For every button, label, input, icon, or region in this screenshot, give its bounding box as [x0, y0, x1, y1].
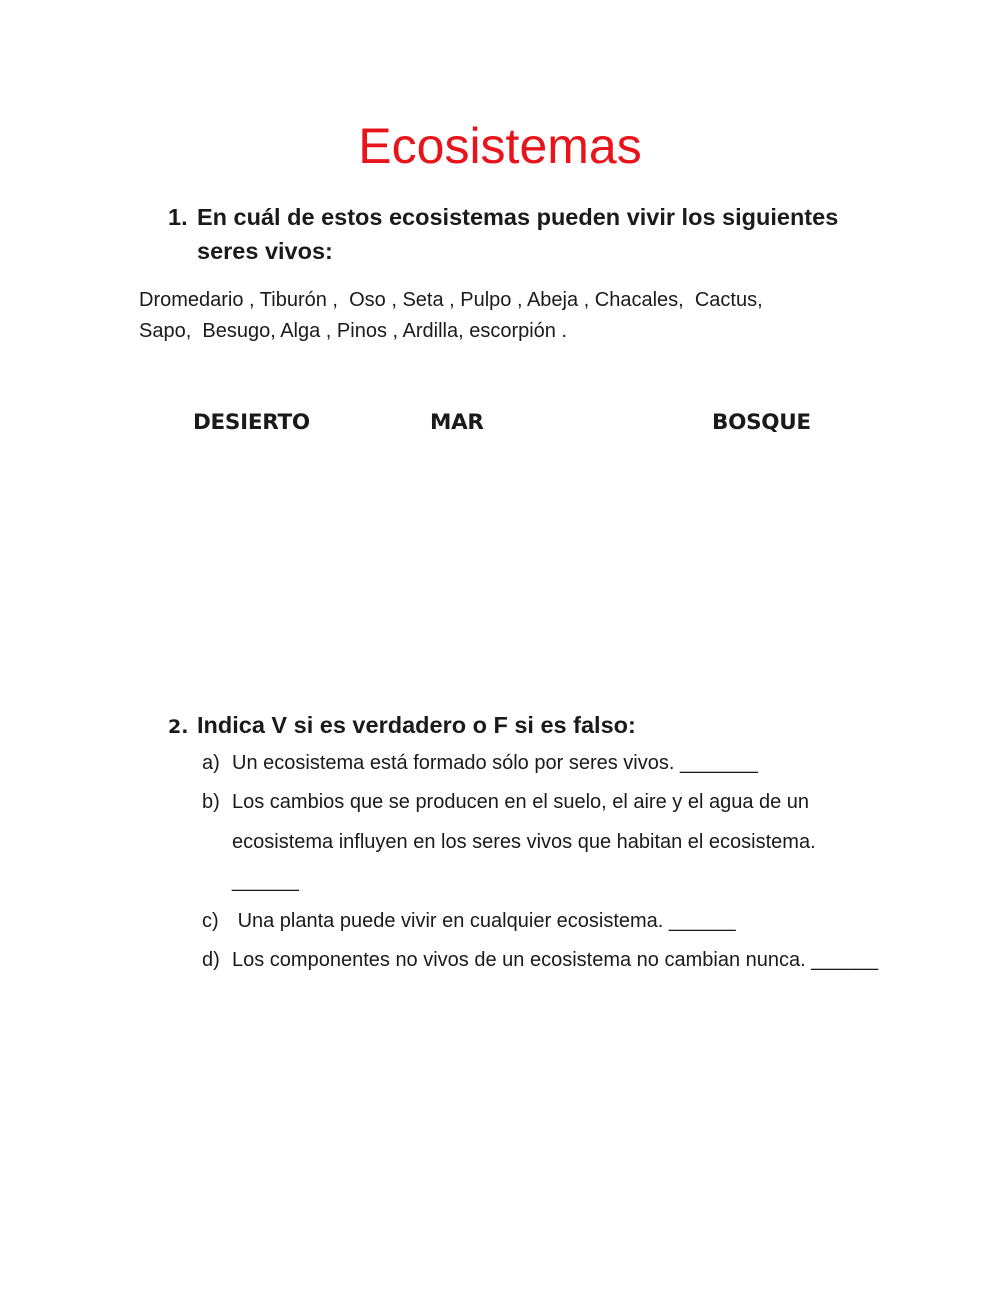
species-line-2: Sapo, Besugo, Alga , Pinos , Ardilla, escorpión . — [139, 320, 568, 342]
item-text: Los componentes no vivos de un ecosistema no cambian nunca. ______ — [232, 949, 878, 972]
question-1 — [168, 200, 848, 268]
list-item — [202, 783, 882, 901]
species-list — [139, 285, 879, 347]
question-2 — [168, 712, 636, 739]
list-item — [202, 941, 882, 980]
item-text: Un ecosistema está formado sólo por seres vivos. _______ — [232, 752, 758, 774]
page-title: Ecosistemas — [358, 118, 642, 174]
column-desierto: DESIERTO — [193, 410, 310, 435]
item-text: Los cambios que se producen en el suelo, el aire y el agua de un ecosistema influyen en los seres vivos que habitan el ecosistema. ______ — [232, 791, 822, 893]
list-item — [202, 902, 882, 941]
column-mar: MAR — [430, 410, 484, 435]
question-1-number: 1. — [168, 204, 188, 230]
question-2-text: Indica V si es verdadero o F si es falso: — [197, 712, 636, 738]
question-1-text: En cuál de estos ecosistemas pueden vivir los siguientes seres vivos: — [197, 204, 839, 264]
species-line-1: Dromedario , Tiburón , Oso , Seta , Pulpo , Abeja , Chacales, Cactus, — [139, 289, 763, 311]
question-2-number: 2. — [168, 716, 189, 738]
list-item — [202, 744, 882, 783]
item-label: d) — [202, 949, 220, 972]
item-label: c) — [202, 909, 219, 932]
item-text: Una planta puede vivir en cualquier ecosistema. ______ — [232, 909, 736, 932]
item-label: a) — [202, 752, 220, 774]
item-label: b) — [202, 791, 220, 814]
column-bosque: BOSQUE — [712, 410, 811, 435]
true-false-list — [202, 744, 882, 980]
